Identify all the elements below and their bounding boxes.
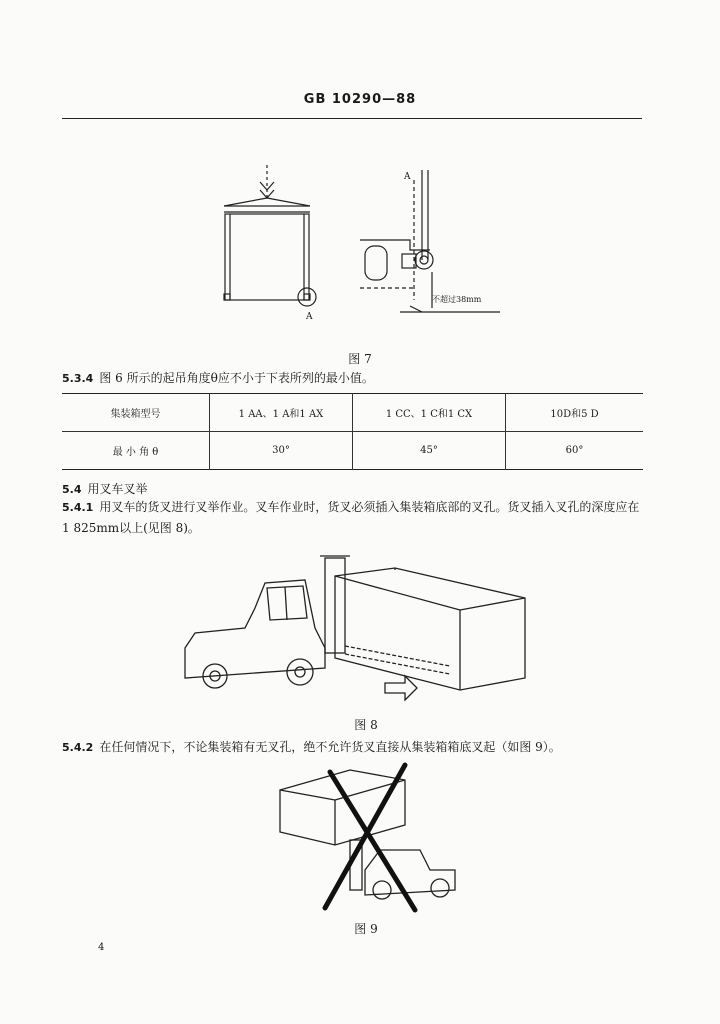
figure-9-drawing — [270, 760, 470, 915]
section-5-3-4 — [62, 368, 644, 389]
figure-7-note: 不超过38mm — [432, 295, 482, 304]
section-text: 图 6 所示的起吊角度θ应不小于下表所列的最小值。 — [99, 371, 374, 385]
table-data-row — [62, 432, 643, 470]
header-rule — [62, 118, 642, 119]
figure-9-caption: 图 9 — [354, 922, 378, 936]
table-cell: 最 小 角 θ — [112, 447, 159, 458]
table-cell: 45° — [353, 432, 506, 470]
table-cell: 1 CC、1 C和1 CX — [353, 394, 506, 432]
min-angle-table — [62, 393, 643, 470]
table-cell: 10D和5 D — [506, 394, 644, 432]
section-number: 5.4.1 — [62, 501, 94, 514]
page-header-title: GB 10290—88 — [303, 92, 417, 107]
table-cell: 集装箱型号 — [62, 394, 210, 432]
section-text: 用叉车叉举 — [87, 482, 148, 496]
section-text: 在任何情况下，不论集装箱有无叉孔，绝不允许货叉直接从集装箱箱底叉起（如图 9）。 — [99, 740, 561, 754]
figure-7-caption: 图 7 — [348, 352, 372, 366]
figure-8-caption: 图 8 — [354, 718, 378, 732]
table-cell: 1 AA、1 A和1 AX — [210, 394, 353, 432]
section-5-4-2 — [62, 737, 644, 758]
section-number: 5.4.2 — [62, 741, 94, 754]
section-text: 用叉车的货叉进行叉举作业。叉车作业时，货叉必须插入集装箱底部的叉孔。货叉插入叉孔的深度应在1 825mm以上(见图 8)。 — [62, 500, 640, 535]
section-number: 5.4 — [62, 483, 82, 496]
table-cell: 30° — [210, 432, 353, 470]
figure-8-drawing — [175, 548, 535, 708]
table-header-row — [62, 394, 643, 432]
figure-7-label-a-bottom: A — [306, 312, 313, 322]
table-cell: 60° — [506, 432, 644, 470]
page-number: 4 — [98, 942, 105, 953]
figure-7-label-a-top: A — [404, 172, 411, 182]
section-number: 5.3.4 — [62, 372, 94, 385]
section-5-4-1 — [62, 497, 644, 538]
